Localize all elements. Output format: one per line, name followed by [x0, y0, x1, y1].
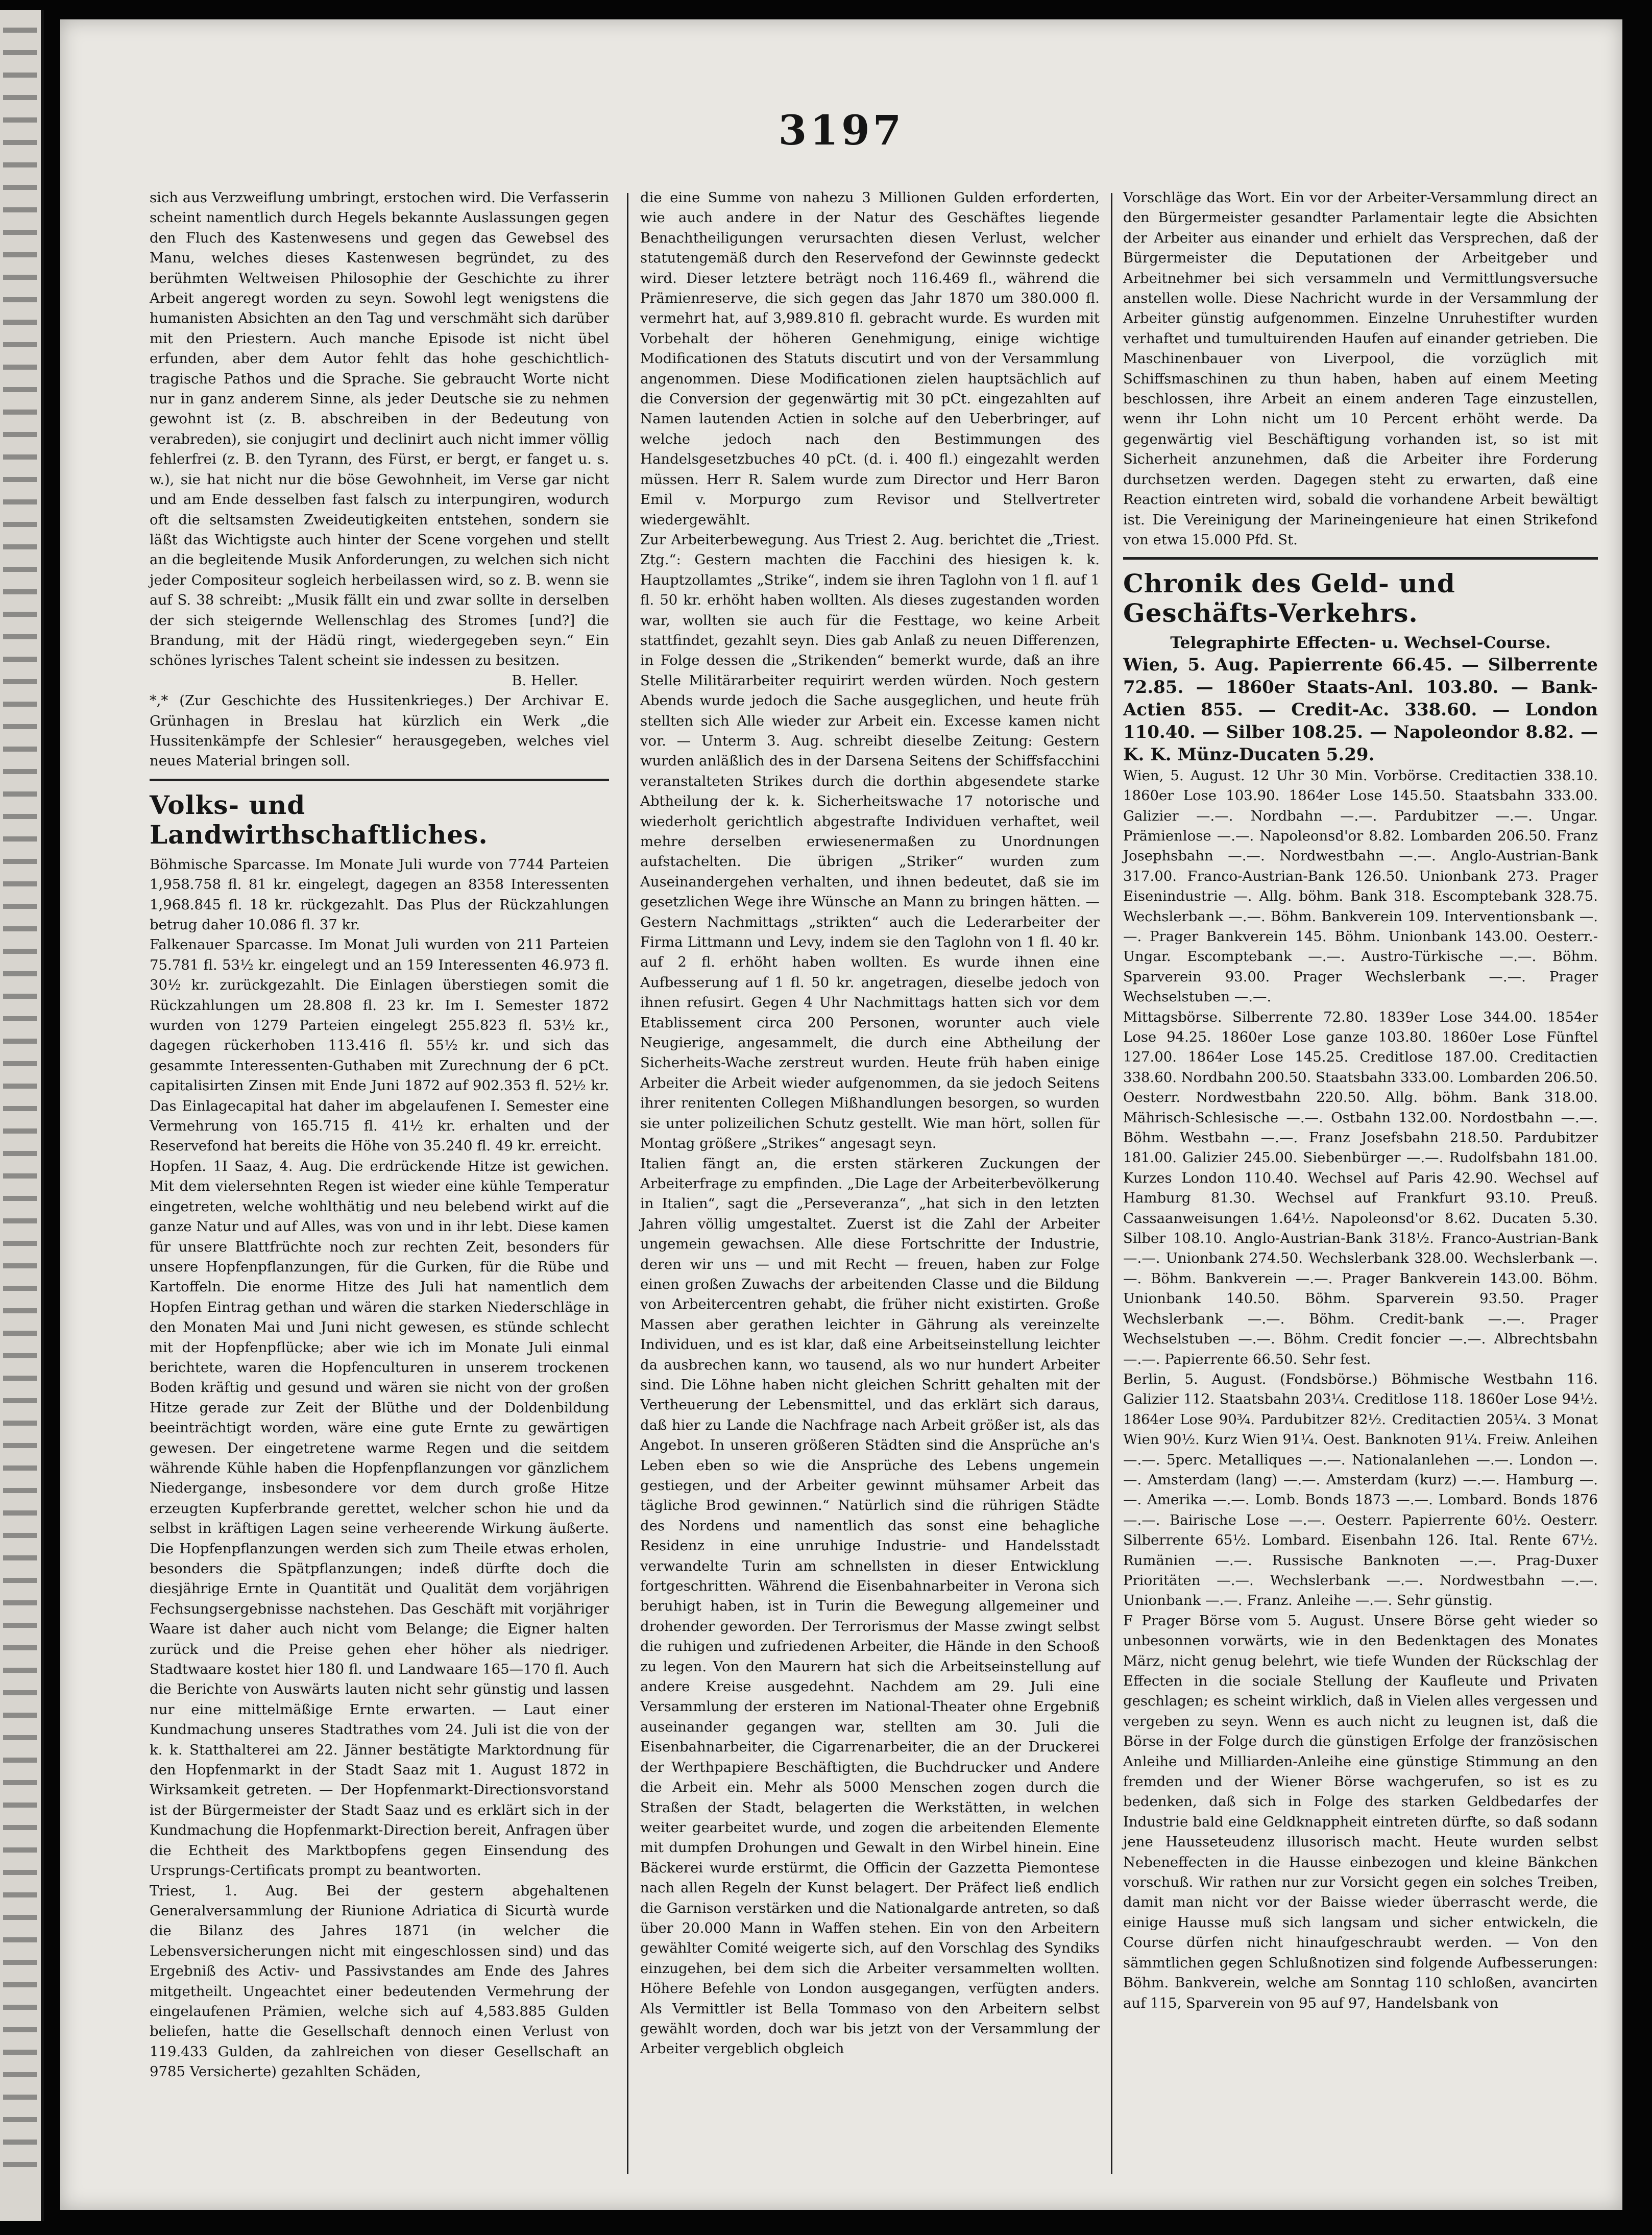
section-heading-finance: Chronik des Geld- und Geschäfts-Verkehrs.	[1123, 568, 1455, 629]
hussite-notice: *,* (Zur Geschichte des Hussitenkrieges.) Der Archivar E. Grünhagen in Breslau hat kürzlich ein Werk „die Hussitenkämpfe der Schlesier“ herausgegeben, welches viel neues Material bringen soll.	[150, 692, 609, 770]
berlin-boerse-rates: Berlin, 5. August. (Fondsbörse.) Böhmische Westbahn 116. Galizier 112. Staatsbahn 203¼. Creditlose 118. 1860er Lose 94½. 1864er Lose 90¾. Pardubitzer 82½. Creditactien 205¼. 3 Monat Wien 90½. Kurz Wien 91¼. Oest. Banknoten 91¼. Freiw. Anleihen —.—. 5perc. Metalliques —.—. Nationalanlehen —.—. London —.—. Amsterdam (lang) —.—. Amsterdam (kurz) —.—. Hamburg —.—. Amerika —.—. Lomb. Bonds 1873 —.—. Lombard. Bonds 1876 —.—. Bairische Lose —.—. Oesterr. Papierrente 60½. Oesterr. Silberrente 65½. Lombard. Eisenbahn 126. Ital. Rente 67½. Rumänien —.—. Russische Banknoten —.—. Prag-Duxer Prioritäten —.—. Wechslerbank —.—. Nordwestbahn —.—. Unionbank —.—. Franz. Anleihe —.—. Sehr günstig.	[1123, 1371, 1598, 1609]
column-rule-right	[1111, 193, 1112, 2174]
section-divider	[150, 779, 609, 781]
article-triest: Triest, 1. Aug. Bei der gestern abgehaltenen Generalversammlung der Riunione Adriatica di Sicurtà wurde die Bilanz des Jahres 1871 (in welcher die Lebensversicherungen nicht mit eingeschlossen sind) und das Ergebniß des Activ- und Passivstandes am Ende des Jahres mitgetheilt. Ungeachtet einer bedeutenden Vermehrung der eingelaufenen Prämien, welche sich auf 4,583.885 Gulden beliefen, hatte die Gesellschaft dennoch einen Verlust von 119.433 Gulden, da zahlreichen von dieser Gesellschaft an 9785 Versicherte) gezahlten Schäden,	[150, 1882, 609, 2080]
article-liverpool: Vorschläge das Wort. Ein vor der Arbeiter-Versammlung direct an den Bürgermeister gesandter Parlamentair legte die Absichten der Arbeiter aus einander und erhielt das Versprechen, daß der Bürgermeister die Deputationen der Arbeitgeber und Arbeitnehmer bei sich versammeln und Vermittlungsversuche anstellen wolle. Diese Nachricht wurde in der Versammlung der Arbeiter günstig aufgenommen. Einzelne Unruhestifter wurden verhaftet und tumultuirenden Haufen auf einander getrieben. Die Maschinenbauer von Liverpool, die vorzüglich mit Schiffsmaschinen zu thun haben, haben auf einem Meeting beschlossen, ihre Arbeit an einem anderen Tage einzustellen, wenn ihr Lohn nicht um 10 Percent erhöht werde. Da gegenwärtig viel Beschäftigung vorhanden ist, so ist mit Sicherheit anzunehmen, daß die Arbeiter ihre Forderung durchsetzen werden. Dagegen steht zu erwarten, daß eine Reaction eintreten wird, sobald die vorhandene Arbeit bewältigt ist. Die Vereinigung der Marineingenieure hat einen Strikefond von etwa 15.000 Pfd. St.	[1123, 189, 1598, 548]
wien-mittagsboerse-rates: Mittagsbörse. Silberrente 72.80. 1839er Lose 344.00. 1854er Lose 94.25. 1860er Lose ganze 103.80. 1860er Lose Fünftel 127.00. 1864er Lose 145.25. Creditlose 187.00. Creditactien 338.60. Nordbahn 200.50. Staatsbahn 333.00. Lombarden 206.50. Oesterr. Nordwestbahn 220.50. Allg. böhm. Bank 318.00. Mährisch-Schlesische —.—. Ostbahn 132.00. Nordostbahn —.—. Böhm. Westbahn —.—. Franz Josefsbahn 218.50. Pardubitzer 181.00. Galizier 245.00. Siebenbürger —.—. Rudolfsbahn 181.00. Kurzes London 110.40. Wechsel auf Paris 42.90. Wechsel auf Hamburg 81.30. Wechsel auf Frankfurt 93.10. Preuß. Cassaanweisungen 1.64½. Napoleonsd'or 8.62. Ducaten 5.30. Silber 108.10. Anglo-Austrian-Bank 318½. Franco-Austrian-Bank —.—. Unionbank 274.50. Wechslerbank 328.00. Wechslerbank —.—. Böhm. Bankverein —.—. Prager Bankverein 143.00. Böhm. Unionbank 140.50. Böhm. Sparverein 93.50. Prager Wechslerbank —.—. Böhm. Credit-bank —.—. Prager Wechselstuben —.—. Böhm. Credit foncier —.—. Albrechtsbahn —.—. Papierrente 66.50. Sehr fest.	[1123, 1008, 1598, 1367]
section-divider	[1123, 557, 1598, 560]
column-3	[1123, 188, 1598, 2013]
article-boehm-sparcasse: Böhmische Sparcasse. Im Monate Juli wurde von 7744 Parteien 1,958.758 fl. 81 kr. eingelegt, dagegen an 8358 Interessenten 1,968.845 fl. 18 kr. rückgezahlt. Das Plus der Rückzahlungen betrug daher 10.086 fl. 37 kr.	[150, 856, 609, 933]
column-1	[150, 188, 609, 2082]
telegraph-heading: Telegraphirte Effecten- u. Wechsel-Course.	[1170, 634, 1551, 653]
article-hopfen: Hopfen. 1I Saaz, 4. Aug. Die erdrückende Hitze ist gewichen. Mit dem vielersehnten Regen ist wieder eine kühle Temperatur eingetreten, welche wohlthätig und neu belebend wirkt auf die ganze Natur und auf Alles, was von und in ihr lebt. Diese kamen für unsere Blattfrüchte noch zur rechten Zeit, besonders für unsere Hopfenpflanzungen, für die Gurken, für die Rübe und Kartoffeln. Die enorme Hitze des Juli hat namentlich dem Hopfen Eintrag gethan und wären die starken Niederschläge in den Monaten Mai und Juni nicht gewesen, es stünde schlecht mit der Hopfenpflücke; aber wie ich im Monate Juli einmal berichtete, waren die Hopfenculturen in unserem trockenen Boden kräftig und gesund und wären sie nicht von der großen Hitze gerade zur Zeit der Blüthe und der Doldenbildung beeinträchtigt worden, wäre eine gute Ernte zu gewärtigen gewesen. Der eingetretene warme Regen und die seitdem währende Kühle haben die Hopfenpflanzungen vor gänzlichem Niedergange, insbesondere vor dem durch große Hitze erzeugten Kupferbrande gerettet, welcher schon hie und da selbst in kräftigen Lagen seine verheerende Wirkung äußerte. Die Hopfenpflanzungen werden sich zum Theile etwas erholen, besonders die Spätpflanzungen; indeß dürfte doch die diesjährige Ernte in Quantität und Qualität dem vorjährigen Fechsungsergebnisse nachstehen. Das Geschäft mit vorjähriger Waare ist daher auch nicht vom Belange; die Eigner halten zurück und die Preise gehen eher höher als niedriger. Stadtwaare kostet hier 180 fl. und Landwaare 165—170 fl. Auch die Berichte von Auswärts lauten nicht sehr günstig und lassen nur eine mittelmäßige Ernte erwarten. — Laut einer Kundmachung unseres Stadtrathes vom 24. Juli ist die von der k. k. Statthalterei am 22. Jänner bestätigte Marktordnung für den Hopfenmarkt in der Stadt Saaz mit 1. August 1872 in Wirksamkeit getreten. — Der Hopfenmarkt-Directionsvorstand ist der Bürgermeister der Stadt Saaz und es erklärt sich in der Kundmachung die Hopfenmarkt-Direction bereit, Anfragen über die Echtheit des Marktbopfens gegen Einsendung des Ursprungs-Certificats prompt zu beantworten.	[150, 1158, 609, 1879]
column-rule-left	[627, 193, 628, 2174]
review-paragraph: sich aus Verzweiflung umbringt, erstochen wird. Die Verfasserin scheint namentlich durch Hegels bekannte Auslassungen gegen den Fluch des Kastenwesens und gegen das Gewebsel des Manu, welches dieses Kastenwesen begründet, zu des berühmten Weltweisen Philosophie der Geschichte zu ihrer Arbeit angeregt worden zu seyn. Sowohl legt wenigstens die humanisten Absichten an den Tag und verschmäht sich darüber mit den Priestern. Auch manche Episode ist nicht übel erfunden, aber dem Autor fehlt das hohe geschichtlich-tragische Pathos und die Sprache. Sie gebraucht Worte nicht nur in ganz anderem Sinne, als jeder Deutsche sie zu nehmen gewohnt ist (z. B. abschreiben in der Bedeutung von verabreden), sie conjugirt und declinirt auch nicht immer völlig fehlerfrei (z. B. den Tyrann, des Fürst, er bergt, er fanget u. s. w.), sie hat nicht nur die böse Gewohnheit, im Verse gar nicht und am Ende desselben fast falsch zu interpungiren, wodurch oft die seltsamsten Zweideutigkeiten entstehen, sondern sie läßt das Wichtigste auch hinter der Scene vorgehen und stellt an die begleitende Musik Anforderungen, zu welchen sich nicht jeder Compositeur sogleich herbeilassen wird, so z. B. wenn sie auf S. 38 schreibt: „Musik fällt ein und zwar sollte in derselben der sich steigernde Wellenschlag des Stromes [und?] die Brandung, mit der Hädü ringt, wiedergegeben seyn.“ Ein schönes lyrisches Talent scheint sie indessen zu besitzen.	[150, 189, 609, 669]
newspaper-page	[60, 19, 1622, 2210]
article-italien: Italien fängt an, die ersten stärkeren Zuckungen der Arbeiterfrage zu empfinden. „Die Lage der Arbeiterbevölkerung in Italien“, sagt die „Perseveranza“, „hat sich in den letzten Jahren völlig umgestaltet. Zuerst ist die Zahl der Arbeiter ungemein gewachsen. Alle diese Fortschritte der Industrie, deren wir uns — und mit Recht — freuen, haben zur Folge einen großen Zuwachs der arbeitenden Classe und die Bildung von Arbeitercentren gehabt, die früher nicht existirten. Große Massen aber gerathen leichter in Gährung als vereinzelte Individuen, und es ist klar, daß eine Arbeitseinstellung leichter da ausbrechen kann, wo tausend, als wo nur hundert Arbeiter sind. Die Löhne haben nicht gleichen Schritt gehalten mit der Vertheuerung der Lebensmittel, und das erklärt sich daraus, daß hier zu Lande die Nachfrage nach Arbeit größer ist, als das Angebot. In unseren größeren Städten sind die Ansprüche an's Leben eben so wie die Ansprüche des Lebens ungemein gestiegen, und der Arbeiter gewinnt mühsamer Arbeit das tägliche Brod gewinnen.“ Natürlich sind die rührigen Städte des Nordens und namentlich das sonst eine behagliche Residenz in eine unruhige Industrie- und Handelsstadt verwandelte Turin am schnellsten in dieser Entwicklung fortgeschritten. Während die Eisenbahnarbeiter in Verona sich beruhigt haben, ist in Turin die Bewegung allgemeiner und drohender geworden. Der Terrorismus der Masse zwingt selbst die ruhigen und zufriedenen Arbeiter, die Hände in den Schooß zu legen. Von den Maurern hat sich die Arbeitseinstellung auf andere Kreise ausgedehnt. Nachdem am 29. Juli eine Versammlung der ersteren im National-Theater ohne Ergebniß auseinander gegangen war, stellten am 30. Juli die Eisenbahnarbeiter, die Cigarrenarbeiter, die an der Druckerei der Werthpapiere Beschäftigten, die Buchdrucker und Andere die Arbeit ein. Mehr als 5000 Menschen zogen durch die Straßen der Stadt, belagerten die Werkstätten, in welchen weiter gearbeitet wurde, und zogen die arbeitenden Elemente mit dumpfen Drohungen und Gewalt in den Wirbel hinein. Eine Bäckerei wurde erstürmt, die Officin der Gazzetta Piemontese nach allen Regeln der Kunst belagert. Der Präfect ließ endlich die Garnison verstärken und die Nationalgarde antreten, so daß über 20.000 Mann in Waffen stehen. Ein von den Arbeitern gewählter Comité weigerte sich, auf den Vorschlag des Syndiks einzugehen, bei dem sich die Arbeiter versammelten wollten. Höhere Befehle von London ausgegangen, verfügten anders. Als Vermittler ist Bella Tommaso von den Arbeitern selbst gewählt worden, doch war bis jetzt von der Versammlung der Arbeiter vergeblich obgleich	[640, 1155, 1100, 2057]
review-signature: B. Heller.	[512, 672, 578, 689]
wien-vorboerse-rates: Wien, 5. August. 12 Uhr 30 Min. Vorbörse. Creditactien 338.10. 1860er Lose 103.90. 1864er Lose 145.50. Staatsbahn 333.00. Galizier —.—. Nordbahn —.—. Pardubitzer —.—. Ungar. Prämienlose —.—. Napoleonsd'or 8.82. Lombarden 206.50. Franz Josephsbahn —.—. Nordwestbahn —.—. Anglo-Austrian-Bank 317.00. Franco-Austrian-Bank 126.50. Unionbank 273. Prager Eisenindustrie —. Allg. böhm. Bank 318. Escomptebank 328.75. Wechslerbank —.—. Böhm. Bankverein 109. Interventionsbank —.—. Prager Bankverein 145. Böhm. Unionbank 143.00. Oesterr.-Ungar. Escomptebank —.—. Austro-Türkische —.—. Böhm. Sparverein 93.00. Prager Wechslerbank —.—. Prager Wechselstuben —.—.	[1123, 767, 1598, 1005]
prager-boerse-report: F Prager Börse vom 5. August. Unsere Börse geht wieder so unbesonnen vorwärts, wie in den Bedenktagen des Monates März, nicht genug belehrt, wie tiefe Wunden der Rückschlag der Effecten in die sociale Stellung der Kaufleute und Privaten geschlagen; es scheint wirklich, daß in Vielen alles vergessen und vergeben zu seyn. Wenn es auch nicht zu leugnen ist, daß die Börse in der Folge durch die günstigen Erfolge der französischen Anleihe und Milliarden-Anleihe eine günstige Stimmung an den fremden und der Wiener Börse wachgerufen, so ist es zu bedenken, daß sich in Folge des starken Geldbedarfes der Industrie bald eine Geldknappheit eintreten dürfte, so daß sodann jene Hausseteudenz illusorisch macht. Heute wurden selbst Nebeneffecten in die Hausse einbezogen und kleine Bänkchen vorschuß. Wir rathen nur zur Vorsicht gegen ein solches Treiben, damit man nicht vor der Baisse wieder überrascht werde, die einige Hausse muß sich langsam und sicher entwickeln, die Course dürfen nicht hinaufgeschraubt werden. — Von den sämmtlichen gegen Schlußnotizen sind folgende Aufbesserungen: Böhm. Bankverein, welche am Sonntag 110 schloßen, avancirten auf 115, Sparverein von 95 auf 97, Handelsbank von	[1123, 1612, 1598, 2011]
column-2	[640, 188, 1100, 2059]
article-arbeiterbewegung: Zur Arbeiterbewegung. Aus Triest 2. Aug. berichtet die „Triest. Ztg.“: Gestern machten die Facchini des hiesigen k. k. Hauptzollamtes „Strike“, indem sie ihren Taglohn von 1 fl. auf 1 fl. 50 kr. erhöht haben wollten. Als dieses zugestanden worden war, wollten sie auch für die Festtage, wo keine Arbeit stattfindet, gezahlt seyn. Dies gab Anlaß zu neuen Differenzen, in Folge dessen die „Strikenden“ bemerkt wurde, daß an ihre Stelle Militärarbeiter requirirt werden würden. Noch gestern Abends wurde jedoch die Sache ausgeglichen, und heute früh stellten sich Alle wieder zur Arbeit ein. Excesse kamen nicht vor. — Unterm 3. Aug. schreibt dieselbe Zeitung: Gestern wurden anläßlich des in der Darsena Seitens der Schiffsfacchini veranstalteten Strikes durch die dorthin abgesendete starke Abtheilung der k. k. Sicherheitswache 17 notorische und wiederholt gerichtlich abgestrafte Individuen verhaftet, weil mehre derselben erwiesenermaßen zu Unordnungen aufstachelten. Die übrigen „Striker“ wurden zum Auseinandergehen verhalten, und ihnen bedeutet, daß sie im gesetzlichen Wege ihre Wünsche an Mann zu bringen hätten. — Gestern Nachmittags „strikten“ auch die Lederarbeiter der Firma Littmann und Levy, indem sie den Taglohn von 1 fl. 40 kr. auf 2 fl. erhöht haben wollten. Es wurde ihnen eine Aufbesserung auf 1 fl. 50 kr. angetragen, dieselbe jedoch von ihnen refusirt. Gegen 4 Uhr Nachmittags hatten sich vor dem Etablissement circa 200 Personen, worunter auch viele Neugierige, angesammelt, die durch eine Abtheilung der Sicherheits-Wache zerstreut wurden. Heute früh haben einige Arbeiter die Arbeit wieder aufgenommen, da sie jedoch Seitens ihrer renitenten Collegen Mißhandlungen besorgen, so wurden sie unter polizeilichen Schutz gestellt. Wie man hört, sollen für Montag größere „Strikes“ angesagt seyn.	[640, 531, 1100, 1152]
article-falkenau-sparcasse: Falkenauer Sparcasse. Im Monat Juli wurden von 211 Parteien 75.781 fl. 53½ kr. eingelegt und an 159 Interessenten 46.973 fl. 30½ kr. zurückgezahlt. Die Einlagen überstiegen somit die Rückzahlungen um 28.808 fl. 23 kr. Im I. Semester 1872 wurden von 1279 Parteien eingelegt 255.823 fl. 53½ kr., dagegen rückerhoben 113.416 fl. 55½ kr. und sich das gesammte Interessenten-Guthaben mit Zurechnung der 6 pCt. capitalisirten Zinsen mit Ende Juni 1872 auf 902.353 fl. 52½ kr. Das Einlagecapital hat daher im abgelaufenen I. Semester eine Vermehrung von 165.715 fl. 41½ kr. erhalten und der Reservefond hat bereits die Höhe von 35.240 fl. 49 kr. erreicht.	[150, 936, 609, 1155]
article-triest-continued: die eine Summe von nahezu 3 Millionen Gulden erforderten, wie auch andere in der Natur des Geschäftes liegende Benachtheiligungen verursachten diesen Verlust, welcher statutengemäß durch den Reservefond der Gewinnste gedeckt wird. Dieser letztere beträgt noch 116.469 fl., während die Prämienreserve, die sich gegen das Jahr 1870 um 380.000 fl. vermehrt hat, auf 3,989.810 fl. gebracht wurde. Es wurden mit Vorbehalt der höheren Genehmigung, einige wichtige Modificationen des Statuts discutirt und von der Versammlung angenommen. Diese Modificationen zielen hauptsächlich auf die Conversion der gegenwärtig mit 30 pCt. eingezahlten auf Namen lautenden Actien in solche auf den Ueberbringer, auf welche jedoch nach den Bestimmungen des Handelsgesetzbuches 40 pCt. (d. i. 400 fl.) eingezahlt werden müssen. Herr R. Salem wurde zum Director und Herr Baron Emil v. Morpurgo zum Revisor und Stellvertreter wiedergewählt.	[640, 189, 1100, 528]
page-number: 3197	[778, 106, 905, 154]
previous-page-edge	[0, 10, 44, 2221]
section-heading-economy: Volks- und Landwirthschaftliches.	[150, 789, 488, 850]
telegraph-wien-rates: Wien, 5. Aug. Papierrente 66.45. — Silberrente 72.85. — 1860er Staats-Anl. 103.80. — Bank-Actien 855. — Credit-Ac. 338.60. — London 110.40. — Silber 108.25. — Napoleondor 8.82. — K. K. Münz-Ducaten 5.29.	[1123, 654, 1598, 765]
